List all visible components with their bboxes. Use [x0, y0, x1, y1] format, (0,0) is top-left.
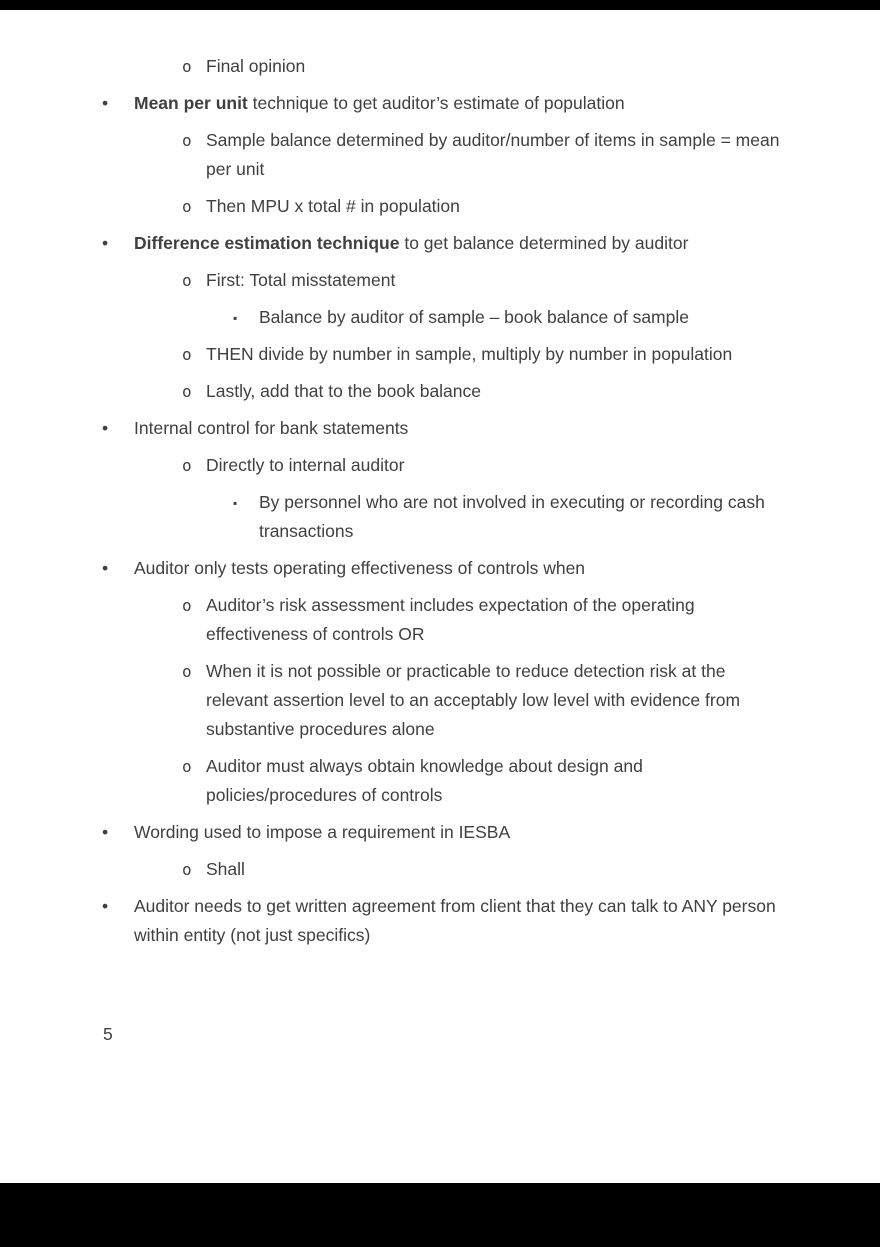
list-item — [100, 488, 786, 546]
bullet-icon: • — [102, 558, 109, 578]
bullet-icon: o — [182, 860, 192, 879]
bullet-icon: • — [102, 93, 109, 113]
list-item — [100, 126, 786, 184]
list-item — [100, 229, 786, 258]
list-item-text: Auditor only tests operating effectiveness of controls when — [134, 558, 586, 578]
list-item — [100, 657, 786, 744]
list-item-text: Directly to internal auditor — [206, 455, 405, 475]
bullet-icon: o — [182, 596, 192, 615]
bullet-icon: o — [182, 197, 192, 216]
list-item — [100, 818, 786, 847]
bullet-icon: o — [182, 456, 192, 475]
list-item-text: Auditor needs to get written agreement from client that they can talk to ANY person within entity (not just specifics) — [134, 896, 776, 945]
list-item — [100, 451, 786, 480]
list-item-text: Balance by auditor of sample – book balance of sample — [259, 307, 689, 327]
list-item-text: Auditor must always obtain knowledge about design and policies/procedures of controls — [206, 756, 643, 805]
bullet-icon: o — [182, 57, 192, 76]
list-item — [100, 892, 786, 950]
list-item-text: Difference estimation technique to get balance determined by auditor — [134, 233, 689, 253]
top-edge-bar — [0, 0, 880, 10]
list-item-text: Internal control for bank statements — [134, 418, 409, 438]
bullet-icon: o — [182, 271, 192, 290]
bullet-icon: ▪ — [233, 311, 238, 325]
bullet-icon: • — [102, 418, 109, 438]
bullet-icon: o — [182, 757, 192, 776]
list-item-text: First: Total misstatement — [206, 270, 396, 290]
list-item-text: Mean per unit technique to get auditor’s estimate of population — [134, 93, 625, 113]
list-item — [100, 89, 786, 118]
bullet-icon: o — [182, 345, 192, 364]
bullet-icon: ▪ — [233, 496, 238, 510]
list-item-text: Shall — [206, 859, 245, 879]
list-item — [100, 591, 786, 649]
bullet-icon: • — [102, 896, 109, 916]
list-item-text: Lastly, add that to the book balance — [206, 381, 482, 401]
list-item-text: Sample balance determined by auditor/number of items in sample = mean per unit — [206, 130, 780, 179]
list-item-text: Wording used to impose a requirement in IESBA — [134, 822, 511, 842]
list-item — [100, 303, 786, 332]
list-item — [100, 266, 786, 295]
list-item-text: Then MPU x total # in population — [206, 196, 460, 216]
bullet-icon: o — [182, 382, 192, 401]
list-item — [100, 192, 786, 221]
list-item — [100, 340, 786, 369]
list-item — [100, 554, 786, 583]
page-number: 5 — [103, 1024, 113, 1044]
list-item-text: When it is not possible or practicable to reduce detection risk at the relevant assertion level to an acceptably low level with evidence from substantive procedures alone — [206, 661, 741, 739]
list-item — [100, 855, 786, 884]
list-item-text: Auditor’s risk assessment includes expectation of the operating effectiveness of controls OR — [206, 595, 695, 644]
list-item — [100, 414, 786, 443]
list-item — [100, 377, 786, 406]
document-page — [0, 10, 880, 1049]
bullet-icon: • — [102, 822, 109, 842]
list-item — [100, 752, 786, 810]
bullet-icon: o — [182, 131, 192, 150]
list-item-text: Final opinion — [206, 56, 306, 76]
bullet-icon: o — [182, 662, 192, 681]
list-item-text: By personnel who are not involved in executing or recording cash transactions — [259, 492, 765, 541]
bottom-edge-bar — [0, 1183, 880, 1247]
list-item — [100, 52, 786, 81]
bullet-icon: • — [102, 233, 109, 253]
list-item-text: THEN divide by number in sample, multiply by number in population — [206, 344, 733, 364]
bullet-list — [100, 52, 786, 950]
